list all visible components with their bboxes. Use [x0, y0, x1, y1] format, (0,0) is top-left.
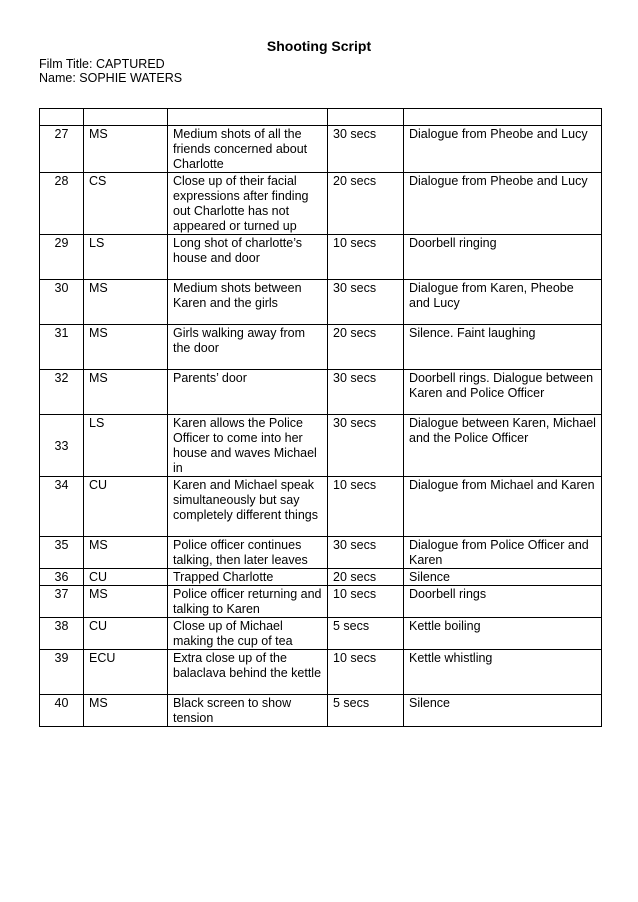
- shot-description: Trapped Charlotte: [168, 569, 328, 586]
- header-cell: [404, 109, 602, 126]
- shot-duration: 30 secs: [328, 280, 404, 325]
- shot-sound: Doorbell rings: [404, 586, 602, 618]
- shot-sound: Dialogue from Police Officer and Karen: [404, 537, 602, 569]
- shot-number: 31: [40, 325, 84, 370]
- shot-type: LS: [84, 415, 168, 477]
- table-row: [40, 569, 602, 586]
- shot-description: Karen allows the Police Officer to come into her house and waves Michael in: [168, 415, 328, 477]
- shot-type: MS: [84, 370, 168, 415]
- shot-number: 28: [40, 173, 84, 235]
- table-row: [40, 537, 602, 569]
- table-row: [40, 586, 602, 618]
- header-cell: [40, 109, 84, 126]
- shot-type: MS: [84, 537, 168, 569]
- table-row: [40, 280, 602, 325]
- shot-duration: 20 secs: [328, 325, 404, 370]
- shot-type: CU: [84, 477, 168, 537]
- shooting-script-table: [39, 108, 602, 727]
- shot-type: MS: [84, 695, 168, 727]
- shot-description: Medium shots of all the friends concerned about Charlotte: [168, 126, 328, 173]
- shot-duration: 30 secs: [328, 415, 404, 477]
- shot-number: 29: [40, 235, 84, 280]
- header-cell: [168, 109, 328, 126]
- shot-type: CS: [84, 173, 168, 235]
- table-row: [40, 235, 602, 280]
- shot-type: CU: [84, 618, 168, 650]
- shot-description: Extra close up of the balaclava behind the kettle: [168, 650, 328, 695]
- shot-type: ECU: [84, 650, 168, 695]
- shot-number: 37: [40, 586, 84, 618]
- shot-duration: 30 secs: [328, 126, 404, 173]
- table-row: [40, 415, 602, 477]
- header-cell: [84, 109, 168, 126]
- shot-type: CU: [84, 569, 168, 586]
- shot-duration: 10 secs: [328, 235, 404, 280]
- shot-duration: 20 secs: [328, 173, 404, 235]
- table-row: [40, 695, 602, 727]
- shot-number: 33: [40, 415, 84, 477]
- shot-sound: Silence: [404, 569, 602, 586]
- shot-sound: Doorbell rings. Dialogue between Karen and Police Officer: [404, 370, 602, 415]
- header-row: [40, 109, 602, 126]
- shot-duration: 20 secs: [328, 569, 404, 586]
- shot-description: Close up of Michael making the cup of tea: [168, 618, 328, 650]
- shot-description: Medium shots between Karen and the girls: [168, 280, 328, 325]
- shot-number: 35: [40, 537, 84, 569]
- shot-type: LS: [84, 235, 168, 280]
- table-row: [40, 126, 602, 173]
- shot-duration: 30 secs: [328, 537, 404, 569]
- shot-description: Police officer continues talking, then later leaves: [168, 537, 328, 569]
- shot-description: Karen and Michael speak simultaneously but say completely different things: [168, 477, 328, 537]
- shot-duration: 30 secs: [328, 370, 404, 415]
- shot-type: MS: [84, 586, 168, 618]
- shot-type: MS: [84, 280, 168, 325]
- shot-type: MS: [84, 126, 168, 173]
- shot-number: 38: [40, 618, 84, 650]
- shot-description: Police officer returning and talking to Karen: [168, 586, 328, 618]
- table-row: [40, 173, 602, 235]
- shot-description: Long shot of charlotte’s house and door: [168, 235, 328, 280]
- shot-number: 30: [40, 280, 84, 325]
- shot-duration: 10 secs: [328, 586, 404, 618]
- shot-number: 27: [40, 126, 84, 173]
- shot-type: MS: [84, 325, 168, 370]
- shot-sound: Dialogue from Pheobe and Lucy: [404, 126, 602, 173]
- shot-description: Black screen to show tension: [168, 695, 328, 727]
- shot-sound: Kettle boiling: [404, 618, 602, 650]
- shot-duration: 5 secs: [328, 695, 404, 727]
- shot-sound: Doorbell ringing: [404, 235, 602, 280]
- shot-sound: Dialogue between Karen, Michael and the Police Officer: [404, 415, 602, 477]
- shot-duration: 5 secs: [328, 618, 404, 650]
- table-row: [40, 477, 602, 537]
- shot-number: 34: [40, 477, 84, 537]
- table-row: [40, 370, 602, 415]
- shot-sound: Silence. Faint laughing: [404, 325, 602, 370]
- shot-sound: Dialogue from Pheobe and Lucy: [404, 173, 602, 235]
- shot-sound: Dialogue from Karen, Pheobe and Lucy: [404, 280, 602, 325]
- shot-number: 40: [40, 695, 84, 727]
- shot-sound: Silence: [404, 695, 602, 727]
- table-row: [40, 325, 602, 370]
- shot-description: Parents’ door: [168, 370, 328, 415]
- shot-description: Girls walking away from the door: [168, 325, 328, 370]
- shot-duration: 10 secs: [328, 650, 404, 695]
- page-title: Shooting Script: [266, 38, 372, 54]
- shot-sound: Kettle whistling: [404, 650, 602, 695]
- film-title: Film Title: CAPTURED: [39, 57, 165, 71]
- shot-description: Close up of their facial expressions after finding out Charlotte has not appeared or turned up: [168, 173, 328, 235]
- table-row: [40, 618, 602, 650]
- author-name: Name: SOPHIE WATERS: [39, 71, 183, 85]
- header-cell: [328, 109, 404, 126]
- shot-number: 39: [40, 650, 84, 695]
- table-row: [40, 650, 602, 695]
- shot-duration: 10 secs: [328, 477, 404, 537]
- shot-number: 36: [40, 569, 84, 586]
- shot-number: 32: [40, 370, 84, 415]
- shot-sound: Dialogue from Michael and Karen: [404, 477, 602, 537]
